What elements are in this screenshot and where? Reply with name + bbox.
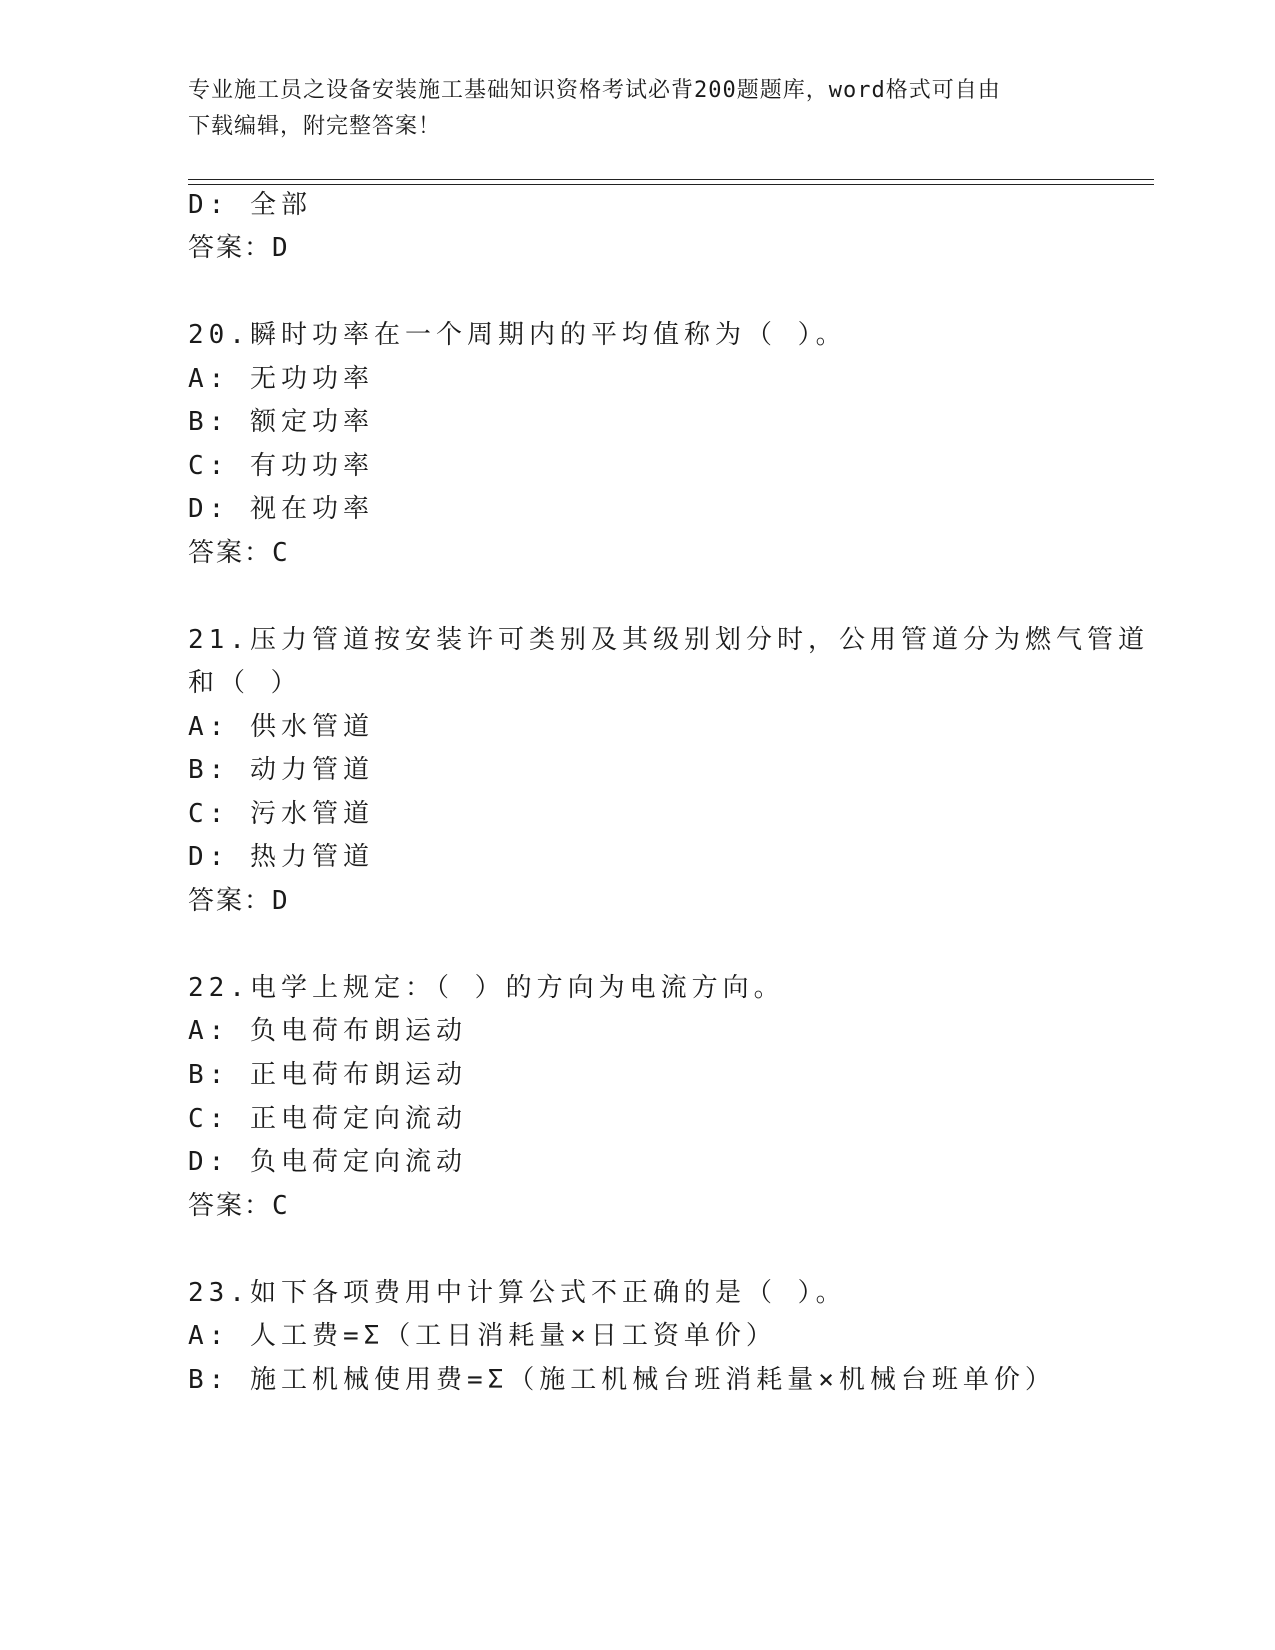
question-21-stem-line-1: 21.压力管道按安装许可类别及其级别划分时，公用管道分为燃气管道: [188, 625, 1149, 655]
question-22-option-b: B: 正电荷布朗运动: [188, 1060, 467, 1090]
question-23-option-a: A: 人工费=Σ（工日消耗量×日工资单价）: [188, 1321, 777, 1351]
header-line-1: 专业施工员之设备安装施工基础知识资格考试必背200题题库，word格式可自由: [188, 78, 1001, 103]
question-21-answer: 答案：D: [188, 886, 290, 916]
header-divider-top: [188, 179, 1154, 180]
question-21-stem-line-2: 和（ ）: [188, 668, 302, 698]
question-21-option-b: B: 动力管道: [188, 755, 374, 785]
question-20-stem: 20.瞬时功率在一个周期内的平均值称为（ ）。: [188, 320, 847, 350]
question-20-answer: 答案：C: [188, 538, 290, 568]
question-22-option-c: C: 正电荷定向流动: [188, 1104, 467, 1134]
question-23-stem: 23.如下各项费用中计算公式不正确的是（ ）。: [188, 1278, 847, 1308]
question-23-option-b: B: 施工机械使用费=Σ（施工机械台班消耗量×机械台班单价）: [188, 1365, 1056, 1395]
document-header: [188, 73, 1068, 145]
question-20-option-c: C: 有功功率: [188, 451, 374, 481]
question-22-answer: 答案：C: [188, 1191, 290, 1221]
question-21-option-d: D: 热力管道: [188, 842, 374, 872]
question-20-option-d: D: 视在功率: [188, 494, 374, 524]
question-22-option-d: D: 负电荷定向流动: [188, 1147, 467, 1177]
question-20-option-a: A: 无功功率: [188, 364, 374, 394]
question-22-stem: 22.电学上规定：（ ）的方向为电流方向。: [188, 973, 785, 1003]
question-22-option-a: A: 负电荷布朗运动: [188, 1016, 467, 1046]
question-20-option-b: B: 额定功率: [188, 407, 374, 437]
prev-option-d: D: 全部: [188, 190, 312, 220]
question-21-option-c: C: 污水管道: [188, 799, 374, 829]
header-line-2: 下载编辑，附完整答案！: [188, 114, 442, 139]
header-divider-bottom: [188, 184, 1154, 185]
prev-answer: 答案：D: [188, 233, 290, 263]
question-21-option-a: A: 供水管道: [188, 712, 374, 742]
